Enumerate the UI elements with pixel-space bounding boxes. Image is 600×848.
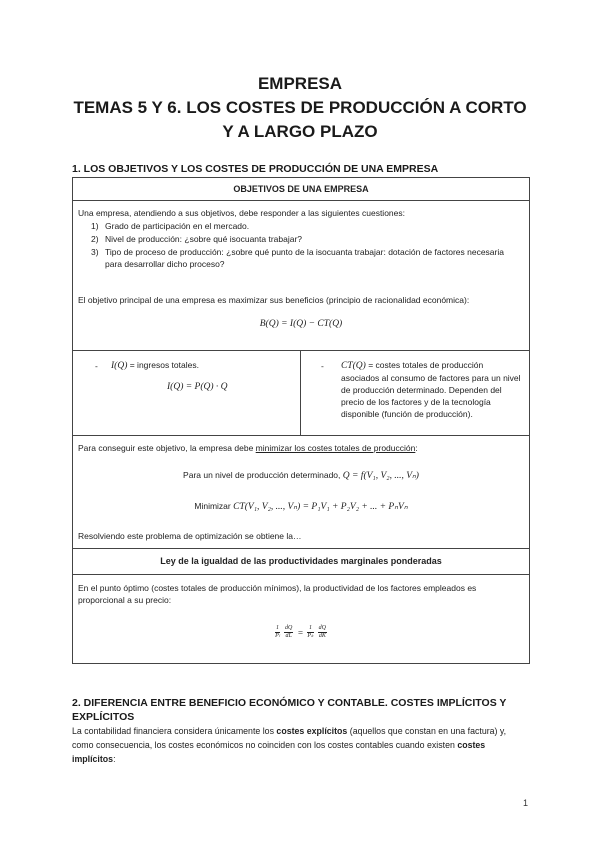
bullet: - — [321, 361, 324, 371]
paragraph-text: : — [113, 754, 116, 764]
paragraph-text: (aquellos que constan en una factura) y, como consecuencia, los costes económicos no coinciden con los costes contables cuando existen — [72, 726, 507, 750]
frac-num: 1 — [276, 624, 279, 631]
income-text: = ingresos totales. — [129, 360, 199, 370]
solving-text: Resolviendo este problema de optimización se obtiene la… — [78, 531, 302, 541]
cost-function: CT(V₁, V₂, ..., Vₙ) = P₁V₁ + P₂V₂ + ... + PₙVₙ — [233, 502, 408, 512]
paragraph-text: La contabilidad financiera considera únicamente los — [72, 726, 277, 736]
law-header: Ley de la igualdad de las productividades marginales ponderadas — [73, 549, 529, 575]
income-symbol: I(Q) — [111, 361, 128, 371]
production-function: Q = f(V₁, V₂, ..., Vₙ) — [342, 471, 419, 481]
income-cell — [73, 351, 301, 436]
law-formula — [73, 623, 529, 641]
frac-num: dQ — [318, 624, 326, 631]
minimize-line — [73, 500, 529, 513]
minimize-intro-end: : — [415, 443, 418, 453]
objectives-header: OBJETIVOS DE UNA EMPRESA — [73, 178, 529, 201]
cost-cell — [301, 351, 529, 436]
frac-den: dK — [318, 632, 326, 639]
question-number: 1) — [91, 221, 99, 231]
question-item — [83, 220, 513, 232]
bullet: - — [95, 361, 98, 371]
question-item — [83, 246, 513, 270]
equals-sign: = — [297, 627, 304, 638]
section1-heading: 1. LOS OBJETIVOS Y LOS COSTES DE PRODUCCIÓN DE UNA EMPRESA — [72, 163, 439, 175]
law-text: En el punto óptimo (costes totales de producción mínimos), la productividad de los factores empleados es proporcional a su precio: — [78, 583, 477, 605]
production-level-line — [73, 469, 529, 482]
section2-heading: 2. DIFERENCIA ENTRE BENEFICIO ECONÓMICO Y CONTABLE. COSTES IMPLÍCITOS Y EXPLÍCITOS — [72, 697, 507, 723]
minimize-intro-text: Para conseguir este objetivo, la empresa debe — [78, 443, 256, 453]
minimize-label: Minimizar — [194, 501, 231, 511]
definitions-row — [73, 350, 529, 436]
frac-den: dL — [285, 632, 292, 639]
question-text: Nivel de producción: ¿sobre qué isocuanta trabajar? — [105, 234, 303, 244]
question-number: 2) — [91, 234, 99, 244]
frac-num: 1 — [309, 624, 313, 631]
minimize-intro — [78, 442, 524, 454]
section2-paragraph — [72, 724, 530, 766]
questions-list — [83, 220, 513, 270]
minimization-row — [73, 436, 529, 549]
question-number: 3) — [91, 247, 99, 257]
document-title-line1: EMPRESA — [257, 74, 343, 93]
law-body — [73, 575, 529, 663]
cost-symbol: CT(Q) — [341, 361, 366, 371]
question-text: Grado de participación en el mercado. — [105, 221, 250, 231]
cost-text: = costes totales de producción asociados al consumo de factores para un nivel de producción determinado. Dependen del precio de los factores y de la tecnología disponible (función de producción). — [341, 360, 521, 419]
question-text: Tipo de proceso de producción: ¿sobre qué punto de la isocuanta trabajar: dotación de factores necesaria para desarrollar dicho proceso? — [105, 247, 504, 269]
objective-text: El objetivo principal de una empresa es maximizar sus beneficios (principio de racionalidad económica): — [78, 295, 470, 305]
page-number: 1 — [522, 798, 528, 808]
paragraph-bold: costes explícitos — [276, 726, 348, 736]
profit-formula: B(Q) = I(Q) − CT(Q) — [259, 319, 343, 329]
paragraph-bold: costes implícitos — [72, 740, 486, 764]
production-level-text: Para un nivel de producción determinado, — [183, 470, 341, 480]
question-item — [83, 233, 513, 245]
minimize-intro-underlined: minimizar los costes totales de producción — [255, 443, 416, 453]
income-formula: I(Q) = P(Q) · Q — [167, 382, 228, 392]
frac-num: dQ — [285, 624, 293, 631]
frac-den: Pₖ — [307, 632, 314, 639]
objectives-intro: Una empresa, atendiendo a sus objetivos, debe responder a las siguientes cuestiones: — [78, 208, 405, 218]
document-title-line2: TEMAS 5 Y 6. LOS COSTES DE PRODUCCIÓN A CORTO — [73, 98, 527, 117]
objectives-table — [72, 177, 530, 664]
frac-den: Pₗ — [275, 632, 280, 639]
document-title-line3: Y A LARGO PLAZO — [222, 122, 378, 141]
